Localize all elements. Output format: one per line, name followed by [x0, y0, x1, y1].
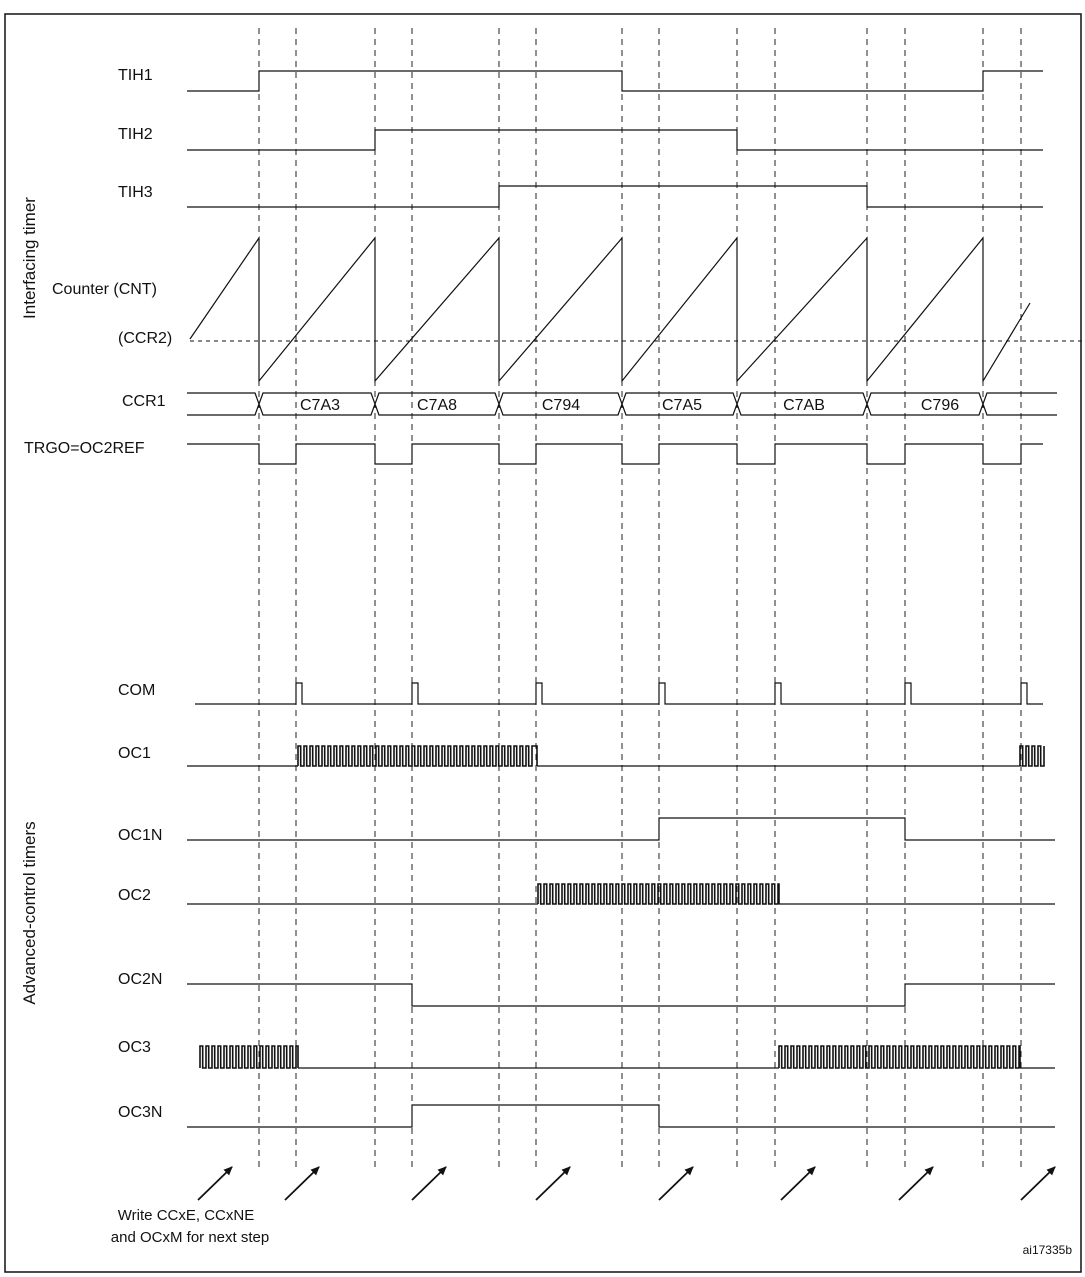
oc3n-wave: [187, 1105, 1055, 1127]
advanced-control-timers-label: Advanced-control timers: [20, 821, 39, 1005]
diagram-frame: [5, 14, 1081, 1272]
ccr1-value-2: C7A8: [416, 397, 458, 414]
write-step-arrow-6: [781, 1167, 815, 1200]
counter-wave: [190, 238, 1030, 381]
trgo-label: TRGO=OC2REF: [24, 440, 145, 457]
oc2-pwm: [538, 884, 779, 904]
annotation-line-2: and OCxM for next step: [110, 1229, 270, 1246]
write-step-arrow-7: [899, 1167, 933, 1200]
write-step-arrow-4: [536, 1167, 570, 1200]
figure-reference: ai17335b: [1022, 1243, 1072, 1257]
annotation-line-1: Write CCxE, CCxNE: [117, 1207, 255, 1224]
oc1n-label: OC1N: [118, 827, 163, 844]
oc1n-wave: [187, 818, 1055, 840]
write-step-arrow-1: [198, 1167, 232, 1200]
oc1-label: OC1: [118, 745, 151, 762]
write-step-arrow-8: [1021, 1167, 1055, 1200]
counter-label: Counter (CNT): [52, 281, 157, 298]
ccr1-value-3: C794: [541, 397, 581, 414]
oc3pwm-train: [779, 1046, 1020, 1068]
guide-lines: [259, 28, 1021, 1168]
oc1-pwm: [298, 746, 1044, 766]
ccr1-value-4: C7A5: [661, 397, 703, 414]
oc1pwm-train: [298, 746, 537, 766]
tih3-label: TIH3: [118, 184, 153, 201]
write-step-arrows: [198, 1167, 1055, 1200]
com-label: COM: [118, 682, 156, 699]
oc2n-label: OC2N: [118, 971, 163, 988]
tih3-wave: [187, 186, 1043, 207]
oc2-label: OC2: [118, 887, 151, 904]
ccr2-label: (CCR2): [118, 330, 173, 347]
ccr1-value-1: C7A3: [299, 397, 341, 414]
oc3pwm-train: [200, 1046, 298, 1068]
tih1-label: TIH1: [118, 67, 153, 84]
oc1pwm-train: [1020, 746, 1044, 766]
ccr1-label: CCR1: [122, 393, 166, 410]
oc3-label: OC3: [118, 1039, 151, 1056]
com-wave: [195, 683, 1043, 704]
oc3-pwm: [200, 1046, 1020, 1068]
tih1-wave: [187, 71, 1043, 91]
interfacing-timer-label: Interfacing timer: [20, 197, 39, 319]
tih2-wave: [187, 130, 1043, 150]
write-step-arrow-2: [285, 1167, 319, 1200]
trgo-wave: [187, 444, 1043, 464]
oc2pwm-train: [538, 884, 779, 904]
write-step-arrow-5: [659, 1167, 693, 1200]
oc3n-label: OC3N: [118, 1104, 163, 1121]
write-step-arrow-3: [412, 1167, 446, 1200]
ccr1-value-6: C796: [920, 397, 960, 414]
oc2n-wave: [187, 984, 1055, 1006]
tih2-label: TIH2: [118, 126, 153, 143]
ccr1-value-5: C7AB: [783, 397, 825, 414]
